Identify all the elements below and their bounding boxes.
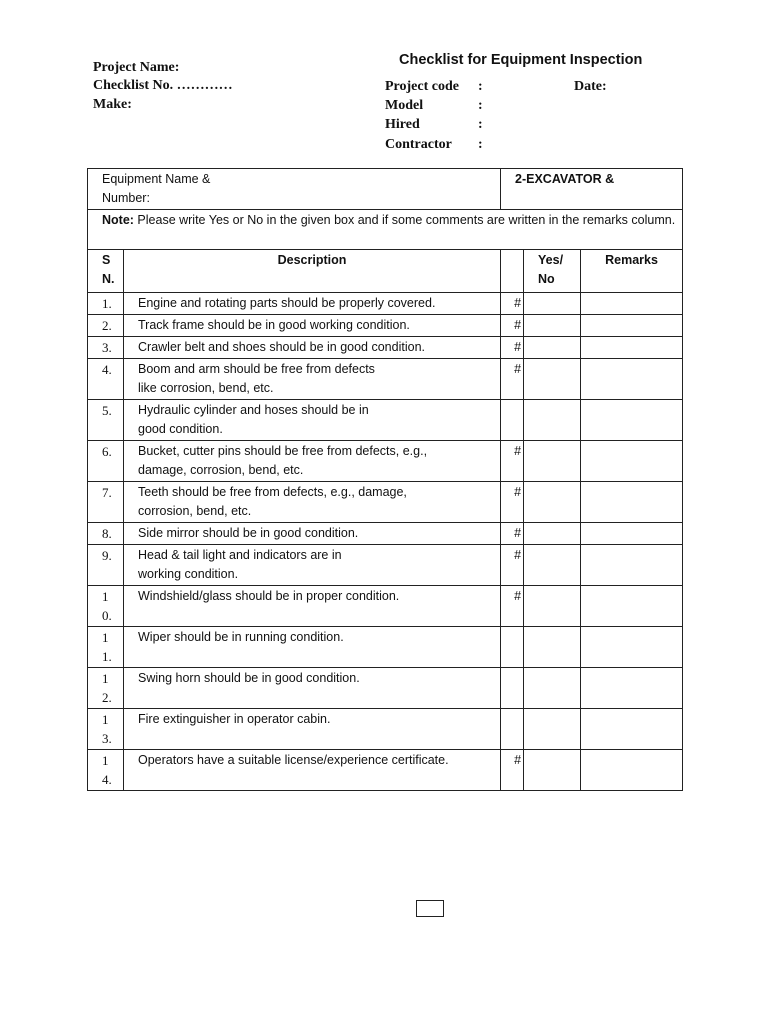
row-description-cell (124, 400, 501, 441)
row-remarks-cell[interactable] (581, 750, 683, 791)
table-row (88, 709, 683, 750)
row-description-cell (124, 545, 501, 586)
row-number: 1 (102, 753, 109, 768)
date-label: Date: (574, 79, 607, 94)
project-name-label: Project Name: (93, 60, 180, 75)
row-remarks-cell[interactable] (581, 441, 683, 482)
row-hash-mark: # (514, 589, 522, 603)
table-row (88, 337, 683, 359)
row-description-cell (124, 315, 501, 337)
row-description-cell (124, 359, 501, 400)
col-header-yes-no (524, 250, 581, 293)
row-number: 5. (102, 403, 112, 418)
row-hash-cell (501, 586, 524, 627)
table-row (88, 627, 683, 668)
project-code-colon: : (478, 79, 483, 94)
row-description-cell (124, 337, 501, 359)
make-label: Make: (93, 97, 132, 112)
page-title: Checklist for Equipment Inspection (399, 52, 643, 68)
row-description: Hydraulic cylinder and hoses should be in (138, 403, 369, 417)
row-number-cell (88, 337, 124, 359)
row-hash-cell (501, 337, 524, 359)
col-header-hash (501, 250, 524, 293)
table-row (88, 668, 683, 709)
note-text: Please write Yes or No in the given box and if some comments are written in the remarks column. (133, 213, 676, 227)
row-number-cell (88, 400, 124, 441)
page-number-box (416, 900, 444, 917)
row-hash-mark: # (514, 753, 522, 767)
row-yes-no-cell[interactable] (524, 293, 581, 315)
col-header-yes-no-line-1: Yes/ (538, 253, 564, 267)
equipment-row (88, 169, 683, 210)
row-hash-mark: # (514, 526, 522, 540)
contractor-colon: : (478, 137, 483, 152)
row-hash-cell (501, 400, 524, 441)
row-description-cell (124, 709, 501, 750)
row-description: Crawler belt and shoes should be in good condition. (138, 340, 425, 354)
row-number-cell (88, 586, 124, 627)
row-yes-no-cell[interactable] (524, 709, 581, 750)
row-remarks-cell[interactable] (581, 586, 683, 627)
table-row (88, 441, 683, 482)
table-row (88, 750, 683, 791)
row-hash-mark: # (514, 296, 522, 310)
row-remarks-cell[interactable] (581, 293, 683, 315)
row-yes-no-cell[interactable] (524, 523, 581, 545)
row-description-cell (124, 482, 501, 523)
row-number: 2. (102, 318, 112, 333)
header-row (88, 250, 683, 293)
row-number: 1 (102, 712, 109, 727)
row-description-cell (124, 627, 501, 668)
note-row (88, 210, 683, 250)
row-number: 3. (102, 340, 112, 355)
row-hash-cell (501, 359, 524, 400)
row-description: Operators have a suitable license/experience certificate. (138, 753, 449, 767)
row-remarks-cell[interactable] (581, 337, 683, 359)
table-row (88, 586, 683, 627)
col-header-remarks-label: Remarks (605, 253, 658, 267)
col-header-sn-line-2: N. (102, 272, 115, 286)
row-description: Head & tail light and indicators are in (138, 548, 342, 562)
row-number: 6. (102, 444, 112, 459)
row-remarks-cell[interactable] (581, 545, 683, 586)
row-yes-no-cell[interactable] (524, 315, 581, 337)
row-hash-cell (501, 482, 524, 523)
row-yes-no-cell[interactable] (524, 400, 581, 441)
row-description-cell (124, 750, 501, 791)
row-description-cell (124, 293, 501, 315)
col-header-sn (88, 250, 124, 293)
table-row (88, 482, 683, 523)
row-number-cont: 0. (102, 608, 112, 623)
row-description-cont: working condition. (138, 567, 239, 581)
row-hash-mark: # (514, 548, 522, 562)
equipment-value: 2-EXCAVATOR & (515, 172, 615, 186)
row-yes-no-cell[interactable] (524, 586, 581, 627)
row-number-cont: 1. (102, 649, 112, 664)
row-number-cont: 3. (102, 731, 112, 746)
table-row (88, 545, 683, 586)
row-number-cell (88, 627, 124, 668)
row-number-cell (88, 359, 124, 400)
row-description: Track frame should be in good working condition. (138, 318, 410, 332)
row-hash-cell (501, 523, 524, 545)
row-number-cell (88, 441, 124, 482)
row-number-cell (88, 482, 124, 523)
table-row (88, 400, 683, 441)
row-yes-no-cell[interactable] (524, 441, 581, 482)
row-number: 1. (102, 296, 112, 311)
equipment-label-line-1: Equipment Name & (102, 172, 211, 186)
table-row (88, 315, 683, 337)
row-number: 7. (102, 485, 112, 500)
row-remarks-cell[interactable] (581, 523, 683, 545)
row-hash-cell (501, 709, 524, 750)
col-header-yes-no-line-2: No (538, 272, 555, 286)
row-description: Boom and arm should be free from defects (138, 362, 375, 376)
row-description-cont: like corrosion, bend, etc. (138, 381, 274, 395)
row-number: 4. (102, 362, 112, 377)
equipment-value-cell[interactable] (501, 169, 683, 210)
hired-label: Hired (385, 117, 420, 132)
checklist-number-label: Checklist No. ………… (93, 78, 233, 93)
row-description: Bucket, cutter pins should be free from defects, e.g., (138, 444, 428, 458)
row-number: 9. (102, 548, 112, 563)
row-hash-cell (501, 545, 524, 586)
row-description-cont: good condition. (138, 422, 223, 436)
row-hash-mark: # (514, 340, 522, 354)
table-row (88, 359, 683, 400)
row-description-cell (124, 668, 501, 709)
row-remarks-cell[interactable] (581, 359, 683, 400)
col-header-sn-line-1: S (102, 253, 111, 267)
row-hash-cell (501, 668, 524, 709)
row-description-cont: corrosion, bend, etc. (138, 504, 252, 518)
row-yes-no-cell[interactable] (524, 337, 581, 359)
model-label: Model (385, 98, 424, 113)
row-hash-mark: # (514, 444, 522, 458)
row-description: Fire extinguisher in operator cabin. (138, 712, 331, 726)
col-header-description (124, 250, 501, 293)
row-hash-cell (501, 627, 524, 668)
row-number-cell (88, 315, 124, 337)
row-number-cell (88, 668, 124, 709)
row-remarks-cell[interactable] (581, 400, 683, 441)
contractor-label: Contractor (385, 137, 452, 152)
row-number-cell (88, 293, 124, 315)
row-number-cont: 2. (102, 690, 112, 705)
row-remarks-cell[interactable] (581, 627, 683, 668)
row-number-cell (88, 523, 124, 545)
row-hash-cell (501, 293, 524, 315)
row-yes-no-cell[interactable] (524, 482, 581, 523)
row-hash-cell (501, 315, 524, 337)
row-hash-mark: # (514, 485, 522, 499)
row-yes-no-cell[interactable] (524, 627, 581, 668)
row-description: Engine and rotating parts should be properly covered. (138, 296, 436, 310)
table-row (88, 523, 683, 545)
row-number: 1 (102, 671, 109, 686)
equipment-label-cell (88, 169, 501, 210)
col-header-description-label: Description (277, 253, 347, 267)
hired-colon: : (478, 117, 483, 132)
row-description: Swing horn should be in good condition. (138, 671, 360, 685)
model-colon: : (478, 98, 483, 113)
row-yes-no-cell[interactable] (524, 750, 581, 791)
row-yes-no-cell[interactable] (524, 545, 581, 586)
row-description-cell (124, 441, 501, 482)
row-number: 1 (102, 589, 109, 604)
row-remarks-cell[interactable] (581, 709, 683, 750)
row-remarks-cell[interactable] (581, 315, 683, 337)
row-number-cell (88, 545, 124, 586)
row-description: Teeth should be free from defects, e.g., damage, (138, 485, 407, 499)
row-number: 8. (102, 526, 112, 541)
col-header-remarks (581, 250, 683, 293)
row-description-cell (124, 523, 501, 545)
row-description: Side mirror should be in good condition. (138, 526, 359, 540)
row-number-cell (88, 750, 124, 791)
row-yes-no-cell[interactable] (524, 668, 581, 709)
inspection-table (87, 168, 683, 791)
row-hash-cell (501, 441, 524, 482)
row-number: 1 (102, 630, 109, 645)
project-code-label: Project code (385, 79, 459, 94)
row-description-cont: damage, corrosion, bend, etc. (138, 463, 304, 477)
note-label: Note: (102, 213, 134, 227)
note-cell (88, 210, 683, 250)
row-description: Windshield/glass should be in proper condition. (138, 589, 400, 603)
row-description-cell (124, 586, 501, 627)
row-number-cont: 4. (102, 772, 112, 787)
table-row (88, 293, 683, 315)
row-number-cell (88, 709, 124, 750)
row-remarks-cell[interactable] (581, 482, 683, 523)
row-description: Wiper should be in running condition. (138, 630, 344, 644)
row-hash-cell (501, 750, 524, 791)
row-hash-mark: # (514, 362, 522, 376)
equipment-label-line-2: Number: (102, 191, 150, 205)
row-remarks-cell[interactable] (581, 668, 683, 709)
row-yes-no-cell[interactable] (524, 359, 581, 400)
row-hash-mark: # (514, 318, 522, 332)
